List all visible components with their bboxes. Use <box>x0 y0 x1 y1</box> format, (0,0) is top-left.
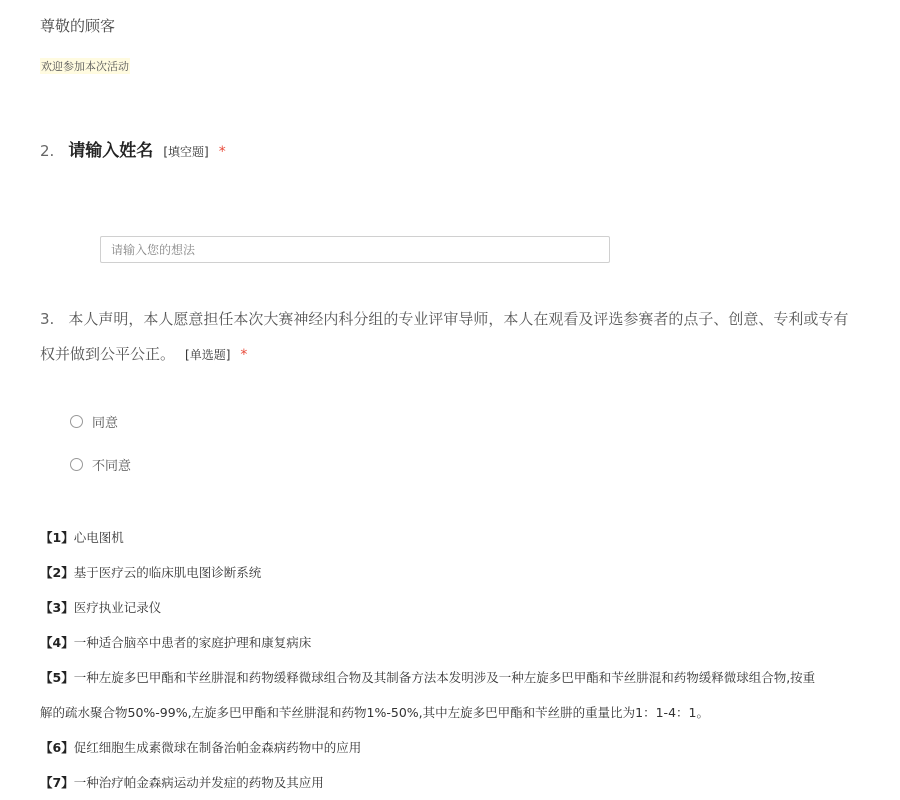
question-type-label: [填空题] <box>163 145 209 159</box>
list-item-text: 一种左旋多巴甲酯和苄丝肼混和药物缓释微球组合物及其制备方法本发明涉及一种左旋多巴甲酯和苄丝肼混和药物缓释微球组合物,按重 <box>73 670 816 685</box>
list-item-index: 【4】 <box>40 635 74 650</box>
list-item-text: 解的疏水聚合物50%-99%,左旋多巴甲酯和苄丝肼混和药物1%-50%,其中左旋多巴甲酯和苄丝肼的重量比为1：1-4：1。 <box>40 705 709 720</box>
radio-option-disagree[interactable] <box>70 455 131 474</box>
list-item-text: 一种治疗帕金森病运动并发症的药物及其应用 <box>73 775 324 790</box>
list-item-index: 【5】 <box>40 670 74 685</box>
list-item <box>40 736 900 771</box>
list-item-text: 医疗执业记录仪 <box>73 600 162 615</box>
list-item-index: 【2】 <box>40 565 74 580</box>
welcome-text: 欢迎参加本次活动 <box>41 60 129 73</box>
question-number: 2. <box>40 142 55 160</box>
radio-circle-icon[interactable] <box>70 415 83 428</box>
question-number: 3. <box>40 310 55 328</box>
radio-option-label: 不同意 <box>92 459 132 474</box>
list-item <box>40 561 900 596</box>
required-mark: * <box>240 347 248 363</box>
list-item-index: 【1】 <box>40 530 74 545</box>
radio-option-label: 同意 <box>92 416 119 431</box>
greeting-text: 尊敬的顾客 <box>40 17 116 35</box>
radio-option-agree[interactable] <box>70 412 118 431</box>
list-item <box>40 666 900 701</box>
list-item <box>40 596 900 631</box>
question-text-line-1: 本人声明，本人愿意担任本次大赛神经内科分组的专业评审导师，本人在观看及评选参赛者的点子、创意、专利或专有 <box>68 310 849 328</box>
question-3-title <box>40 302 900 373</box>
question-text-line-2: 权并做到公平公正。 <box>40 345 176 363</box>
required-mark: * <box>218 144 226 160</box>
list-item-text: 心电图机 <box>73 530 124 545</box>
list-item-index: 【7】 <box>40 775 74 790</box>
list-item-text: 基于医疗云的临床肌电图诊断系统 <box>73 565 262 580</box>
project-list <box>40 526 900 800</box>
radio-circle-icon[interactable] <box>70 458 83 471</box>
list-item <box>40 631 900 666</box>
list-item-index: 【3】 <box>40 600 74 615</box>
question-type-label: [单选题] <box>185 348 231 362</box>
list-item <box>40 771 900 800</box>
question-text: 请输入姓名 <box>68 141 154 161</box>
question-2-title <box>40 136 226 161</box>
list-item-text: 促红细胞生成素微球在制备治帕金森病药物中的应用 <box>73 740 362 755</box>
name-input[interactable] <box>100 236 610 263</box>
list-item-text: 一种适合脑卒中患者的家庭护理和康复病床 <box>73 635 312 650</box>
list-item-index: 【6】 <box>40 740 74 755</box>
list-item <box>40 526 900 561</box>
list-item-continuation <box>40 701 900 736</box>
